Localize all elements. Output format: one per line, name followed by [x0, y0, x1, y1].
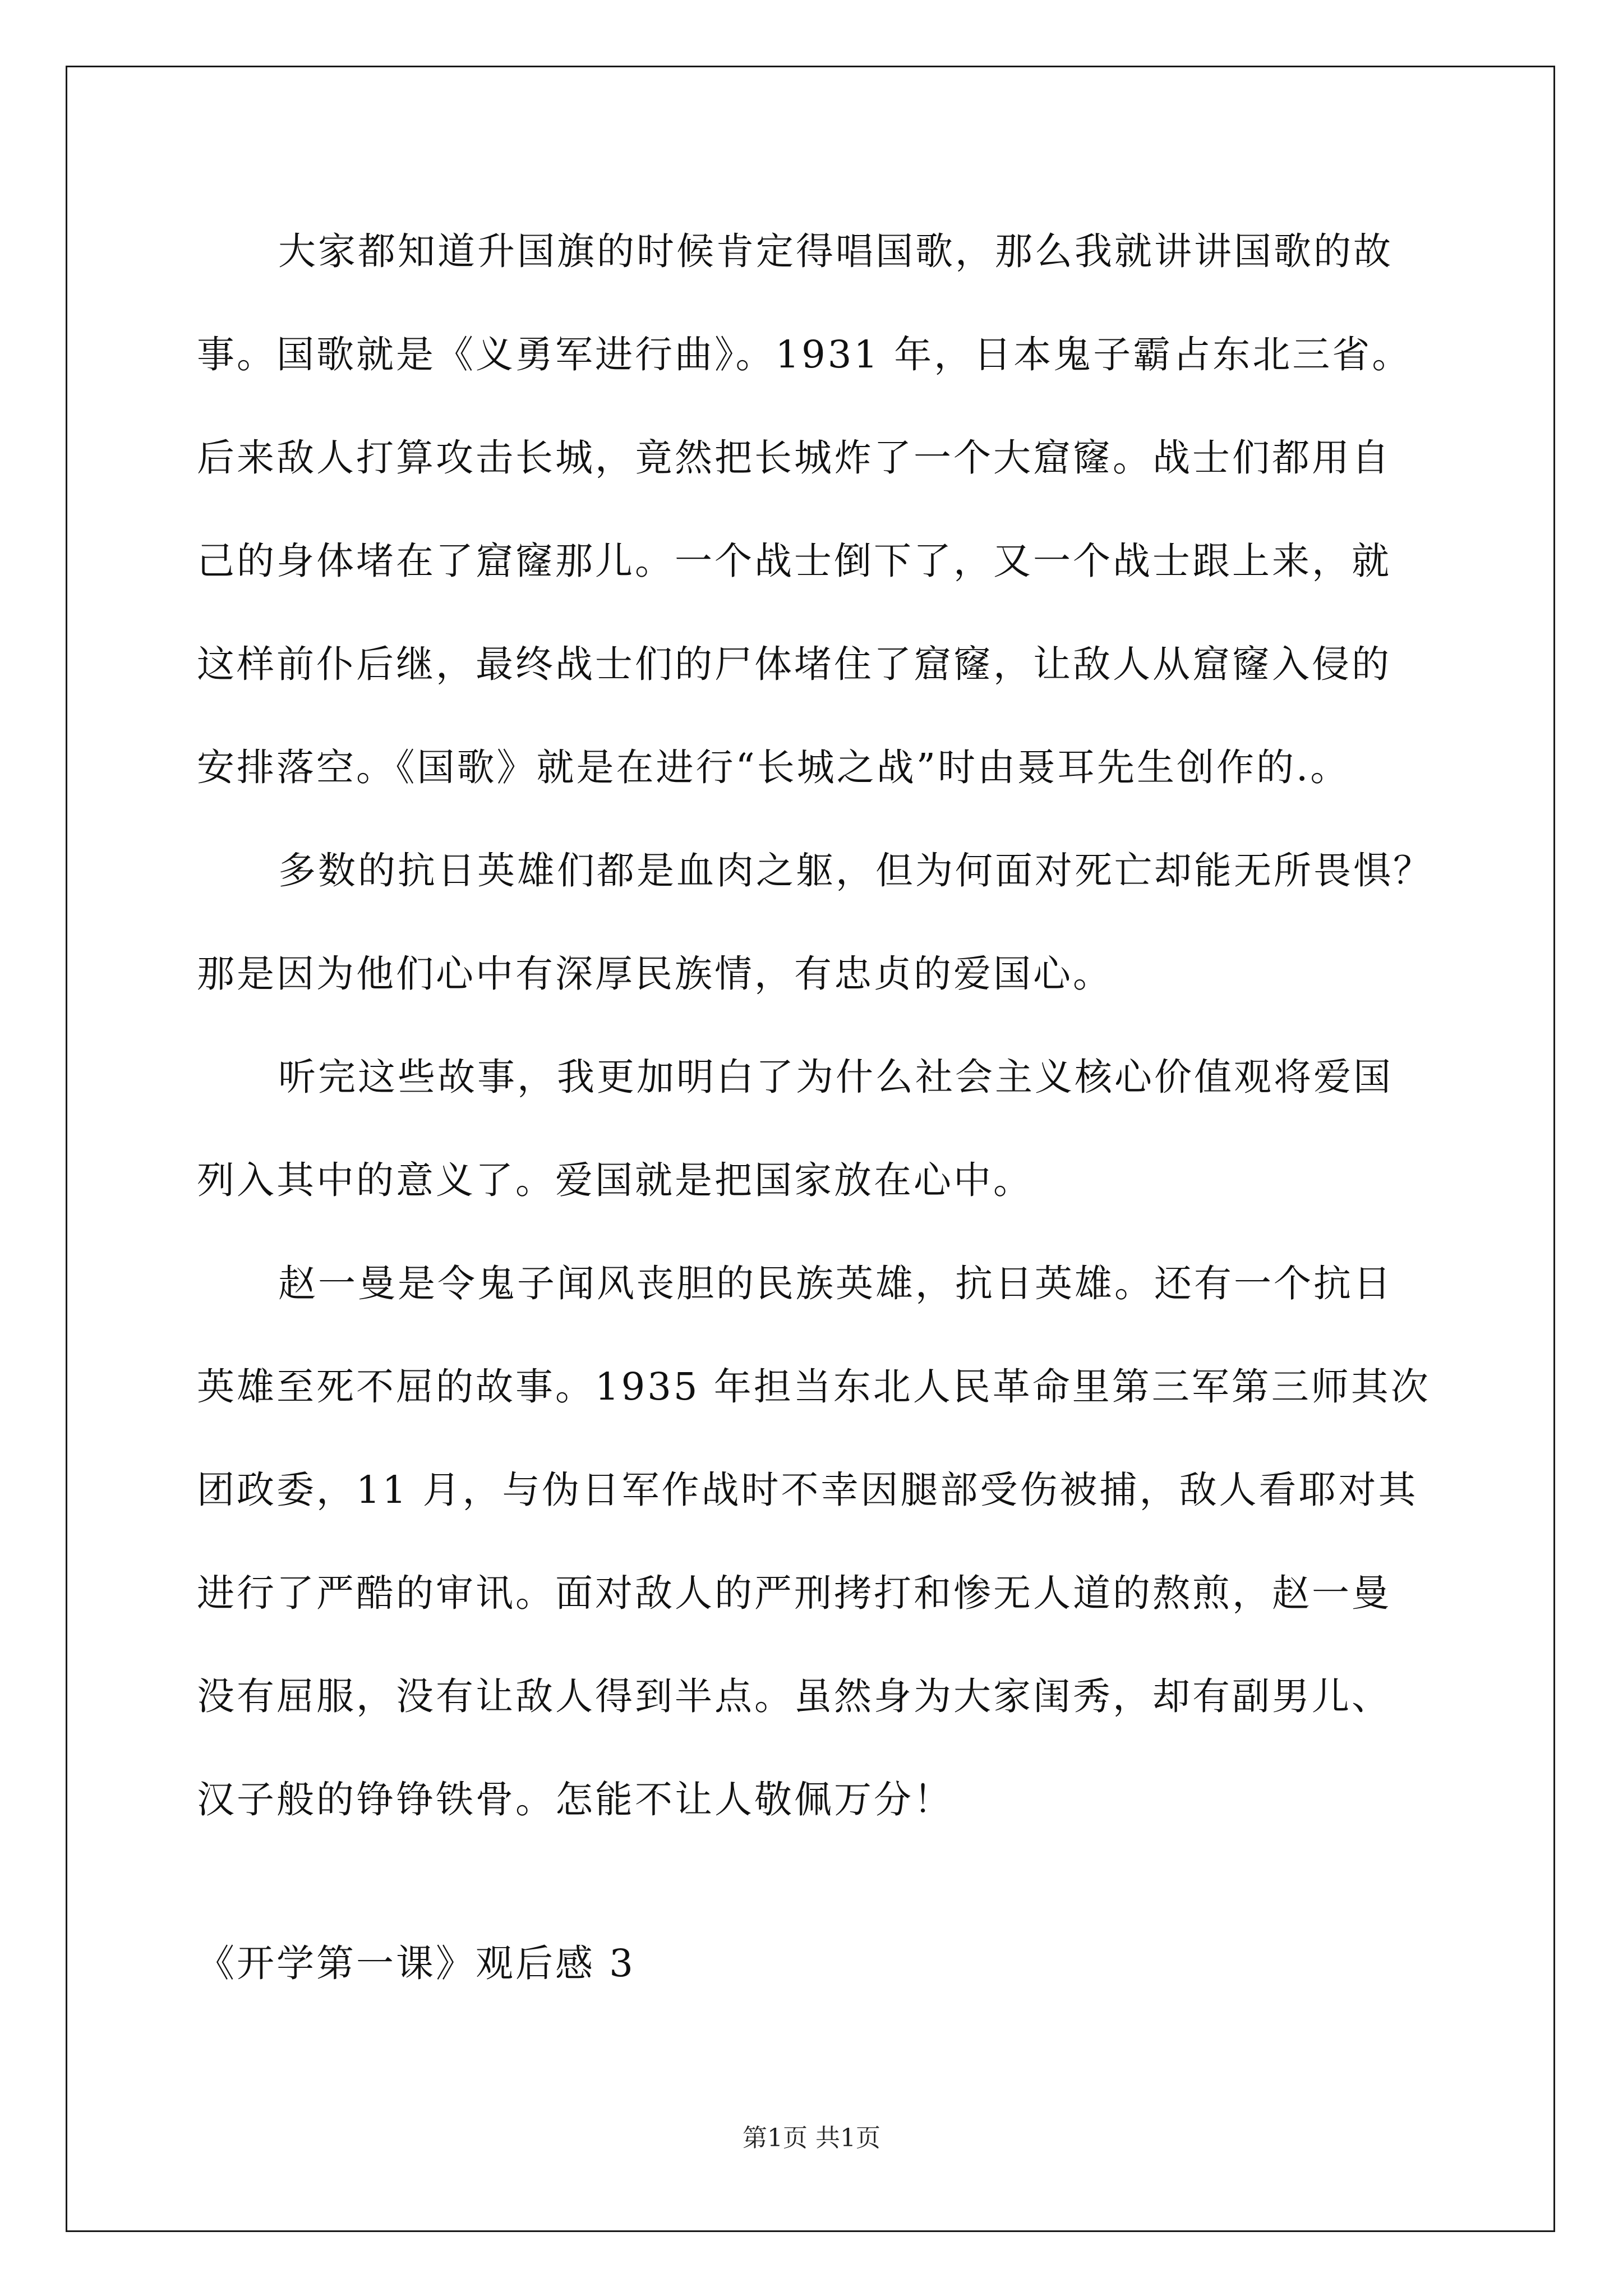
text-line: 进行了严酷的审讯。面对敌人的严刑拷打和惨无人道的熬煎，赵一曼: [197, 1571, 1391, 1615]
text-line: 大家都知道升国旗的时候肯定得唱国歌，那么我就讲讲国歌的故: [278, 229, 1393, 273]
text-line: 团政委，11 月，与伪日军作战时不幸因腿部受伤被捕，敌人看耶对其: [197, 1468, 1418, 1512]
text-line: 汉子般的铮铮铁骨。怎能不让人敬佩万分！: [197, 1778, 953, 1821]
section-heading: 《开学第一课》观后感 3: [197, 1941, 635, 1985]
text-line: 那是因为他们心中有深厚民族情，有忠贞的爱国心。: [197, 952, 1113, 996]
page-footer: 第1页 共1页: [743, 2124, 880, 2152]
text-line: 多数的抗日英雄们都是血肉之躯，但为何面对死亡却能无所畏惧？: [278, 849, 1433, 892]
text-line: 没有屈服，没有让敌人得到半点。虽然身为大家闺秀，却有副男儿、: [197, 1674, 1391, 1718]
text-line: 英雄至死不屈的故事。1935 年担当东北人民革命里第三军第三师其次: [197, 1365, 1431, 1409]
text-line: 事。国歌就是《义勇军进行曲》。1931 年，日本鬼子霸占东北三省。: [197, 333, 1412, 376]
text-line: 安排落空。《国歌》就是在进行“长城之战”时由聂耳先生创作的.。: [197, 746, 1350, 789]
text-line: 听完这些故事，我更加明白了为什么社会主义核心价值观将爱国: [278, 1055, 1393, 1099]
text-line: 这样前仆后继，最终战士们的尸体堵住了窟窿，让敌人从窟窿入侵的: [197, 642, 1391, 686]
text-line: 赵一曼是令鬼子闻风丧胆的民族英雄，抗日英雄。还有一个抗日: [278, 1262, 1393, 1305]
text-line: 列入其中的意义了。爱国就是把国家放在心中。: [197, 1158, 1033, 1202]
document-body: [197, 200, 1431, 1851]
text-line: 己的身体堵在了窟窿那儿。一个战士倒下了，又一个战士跟上来，就: [197, 539, 1391, 583]
text-line: 后来敌人打算攻击长城，竟然把长城炸了一个大窟窿。战士们都用自: [197, 436, 1391, 480]
